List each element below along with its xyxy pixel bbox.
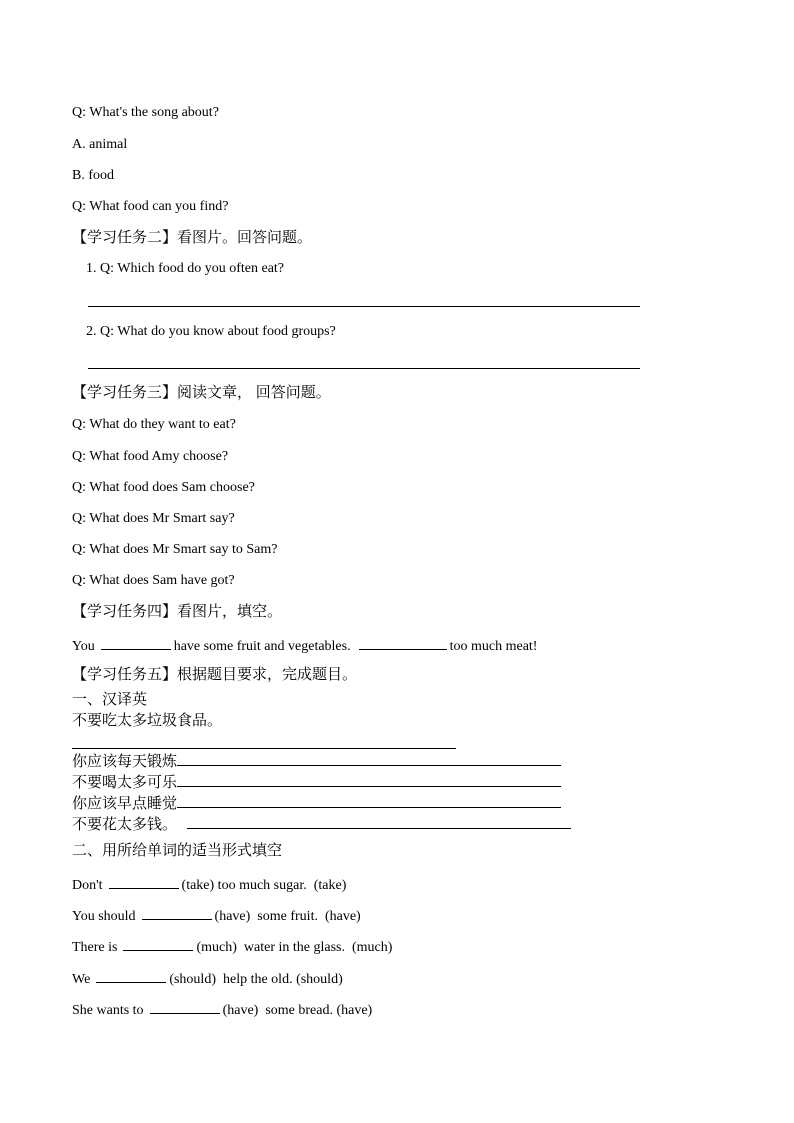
answer-line[interactable] [187, 816, 571, 829]
task3-question: Q: What does Mr Smart say to Sam? [72, 542, 278, 557]
fill-item [72, 999, 372, 1020]
fill-item-before: She wants to [72, 1003, 144, 1018]
fill-item [72, 874, 346, 895]
task5-title: 【学习任务五】根据题目要求，完成题目。 [72, 667, 358, 683]
task4-sentence [72, 635, 537, 656]
task3-title: 【学习任务三】阅读文章， 回答问题。 [72, 385, 331, 401]
fill-item-after: (take) too much sugar. (take) [181, 878, 347, 893]
fill-blank[interactable] [96, 968, 166, 983]
task4-part1: You [72, 639, 95, 654]
answer-line[interactable] [88, 368, 640, 369]
task2-title: 【学习任务二】看图片。回答问题。 [72, 230, 313, 246]
translate-item: 你应该早点睡觉 [72, 796, 178, 812]
answer-line[interactable] [177, 774, 561, 787]
task3-question: Q: What food does Sam choose? [72, 480, 255, 495]
task2-question-2: 2. Q: What do you know about food groups? [86, 324, 336, 339]
fill-item-after: (have) some fruit. (have) [214, 909, 361, 924]
fill-blank[interactable] [359, 635, 447, 650]
task4-title: 【学习任务四】看图片，填空。 [72, 604, 283, 620]
task3-question: Q: What do they want to eat? [72, 417, 236, 432]
fill-item-before: You should [72, 909, 136, 924]
fill-item-before: There is [72, 940, 118, 955]
fill-item [72, 936, 392, 957]
translate-item-row [72, 774, 561, 792]
section1-title: 一、汉译英 [72, 692, 148, 708]
translate-item: 不要喝太多可乐 [72, 775, 178, 791]
fill-item-after: (have) some bread. (have) [222, 1003, 373, 1018]
translate-item-row [72, 753, 561, 771]
fill-item-after: (should) help the old. (should) [169, 972, 343, 987]
answer-line[interactable] [177, 753, 561, 766]
fill-item [72, 905, 361, 926]
answer-line[interactable] [72, 748, 456, 749]
translate-item-row [72, 795, 561, 813]
fill-blank[interactable] [101, 635, 171, 650]
task3-question: Q: What does Sam have got? [72, 573, 235, 588]
fill-item [72, 968, 343, 989]
translate-item: 你应该每天锻炼 [72, 754, 178, 770]
answer-line[interactable] [177, 795, 561, 808]
option-b: B. food [72, 168, 114, 183]
translate-item-row [72, 816, 571, 834]
translate-item: 不要吃太多垃圾食品。 [72, 713, 223, 729]
task3-question: Q: What does Mr Smart say? [72, 511, 235, 526]
fill-blank[interactable] [142, 905, 212, 920]
fill-blank[interactable] [150, 999, 220, 1014]
question-find-food: Q: What food can you find? [72, 199, 229, 214]
fill-blank[interactable] [123, 936, 193, 951]
task3-question: Q: What food Amy choose? [72, 449, 229, 464]
translate-item: 不要花太多钱。 [72, 817, 178, 833]
section2-title: 二、用所给单词的适当形式填空 [72, 843, 283, 859]
task2-question-1: 1. Q: Which food do you often eat? [86, 261, 285, 276]
fill-item-before: We [72, 972, 91, 987]
task4-part2: have some fruit and vegetables. [173, 639, 351, 654]
option-a: A. animal [72, 137, 128, 152]
fill-item-after: (much) water in the glass. (much) [196, 940, 393, 955]
task4-part3: too much meat! [449, 639, 538, 654]
question-song: Q: What's the song about? [72, 105, 219, 120]
fill-item-before: Don't [72, 878, 103, 893]
answer-line[interactable] [88, 306, 640, 307]
fill-blank[interactable] [109, 874, 179, 889]
